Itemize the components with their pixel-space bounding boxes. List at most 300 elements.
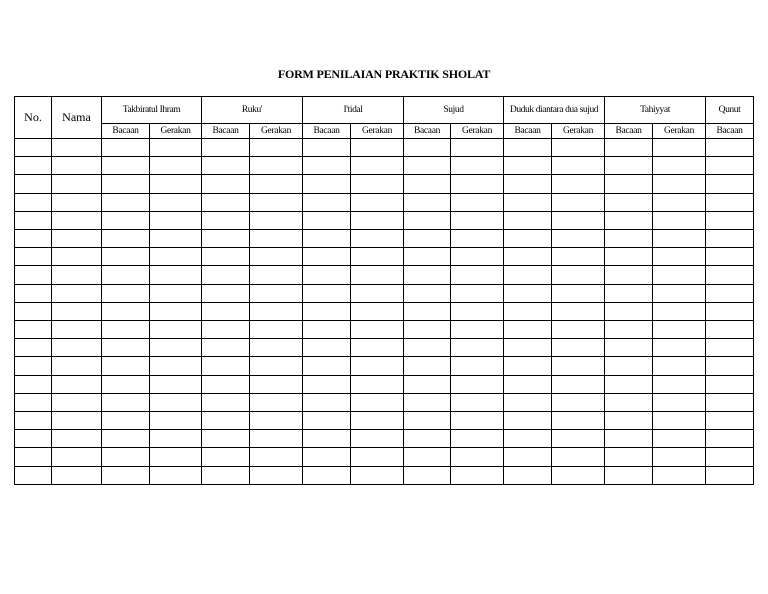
table-row [15, 412, 754, 430]
table-cell [706, 302, 754, 320]
table-cell [451, 339, 504, 357]
table-row [15, 302, 754, 320]
table-cell [605, 466, 653, 484]
table-cell [303, 357, 351, 375]
table-cell [250, 339, 303, 357]
table-cell [653, 284, 706, 302]
table-row [15, 357, 754, 375]
table-cell [504, 393, 552, 411]
table-cell [52, 430, 102, 448]
table-cell [706, 175, 754, 193]
table-cell [351, 357, 404, 375]
table-cell [202, 393, 250, 411]
table-cell [706, 466, 754, 484]
table-cell [653, 157, 706, 175]
table-cell [102, 193, 150, 211]
table-cell [504, 139, 552, 157]
table-cell [706, 448, 754, 466]
header-group-sujud: Sujud [404, 97, 504, 124]
table-cell [202, 339, 250, 357]
table-cell [706, 193, 754, 211]
subheader-gerakan: Gerakan [451, 124, 504, 139]
header-row-subcolumns [15, 124, 754, 139]
table-cell [52, 230, 102, 248]
table-cell [653, 393, 706, 411]
table-cell [15, 375, 52, 393]
header-row-groups [15, 97, 754, 124]
table-cell [250, 211, 303, 229]
table-cell [706, 412, 754, 430]
table-cell [351, 211, 404, 229]
table-cell [504, 302, 552, 320]
table-cell [15, 339, 52, 357]
table-cell [250, 157, 303, 175]
table-cell [102, 284, 150, 302]
subheader-bacaan: Bacaan [102, 124, 150, 139]
table-cell [351, 248, 404, 266]
table-cell [52, 412, 102, 430]
table-cell [102, 412, 150, 430]
header-no: No. [15, 97, 52, 139]
table-cell [150, 375, 202, 393]
table-cell [706, 339, 754, 357]
table-cell [15, 175, 52, 193]
table-cell [150, 157, 202, 175]
table-cell [250, 302, 303, 320]
table-cell [351, 321, 404, 339]
table-cell [605, 230, 653, 248]
table-cell [706, 266, 754, 284]
table-cell [451, 266, 504, 284]
table-cell [404, 175, 451, 193]
table-cell [250, 139, 303, 157]
table-cell [451, 157, 504, 175]
table-row [15, 211, 754, 229]
table-cell [504, 175, 552, 193]
table-cell [552, 321, 605, 339]
table-cell [605, 302, 653, 320]
table-cell [150, 193, 202, 211]
table-cell [605, 157, 653, 175]
table-cell [653, 321, 706, 339]
table-cell [52, 266, 102, 284]
table-cell [552, 193, 605, 211]
table-cell [504, 248, 552, 266]
table-cell [351, 466, 404, 484]
table-cell [150, 139, 202, 157]
header-group-duduk-diantara-dua-sujud: Duduk diantara dua sujud [504, 97, 605, 124]
table-cell [706, 321, 754, 339]
table-cell [404, 230, 451, 248]
table-cell [504, 193, 552, 211]
table-cell [102, 302, 150, 320]
table-cell [303, 448, 351, 466]
table-cell [52, 375, 102, 393]
table-row [15, 266, 754, 284]
table-cell [404, 266, 451, 284]
table-cell [451, 302, 504, 320]
table-cell [15, 302, 52, 320]
table-cell [202, 230, 250, 248]
table-cell [15, 357, 52, 375]
table-cell [605, 175, 653, 193]
subheader-bacaan: Bacaan [202, 124, 250, 139]
table-cell [404, 393, 451, 411]
table-cell [706, 357, 754, 375]
table-cell [552, 139, 605, 157]
table-cell [52, 211, 102, 229]
table-cell [202, 448, 250, 466]
table-cell [706, 157, 754, 175]
table-cell [605, 139, 653, 157]
table-cell [303, 302, 351, 320]
table-cell [552, 266, 605, 284]
table-cell [605, 248, 653, 266]
table-cell [451, 175, 504, 193]
table-cell [404, 412, 451, 430]
table-cell [202, 266, 250, 284]
table-cell [102, 357, 150, 375]
table-cell [351, 139, 404, 157]
table-cell [303, 430, 351, 448]
table-cell [404, 157, 451, 175]
table-cell [605, 430, 653, 448]
table-cell [552, 448, 605, 466]
table-cell [102, 339, 150, 357]
table-cell [552, 357, 605, 375]
table-cell [52, 448, 102, 466]
table-cell [52, 139, 102, 157]
table-cell [250, 375, 303, 393]
table-cell [451, 193, 504, 211]
table-cell [150, 321, 202, 339]
table-cell [404, 357, 451, 375]
table-cell [250, 430, 303, 448]
table-cell [653, 375, 706, 393]
table-cell [202, 284, 250, 302]
table-cell [52, 393, 102, 411]
table-cell [250, 448, 303, 466]
table-cell [102, 211, 150, 229]
table-cell [52, 157, 102, 175]
table-cell [653, 302, 706, 320]
table-body [15, 139, 754, 485]
table-cell [653, 430, 706, 448]
table-cell [552, 466, 605, 484]
table-cell [605, 321, 653, 339]
table-cell [653, 266, 706, 284]
table-cell [451, 393, 504, 411]
table-cell [552, 284, 605, 302]
table-cell [250, 248, 303, 266]
table-cell [706, 393, 754, 411]
table-cell [605, 284, 653, 302]
table-cell [150, 466, 202, 484]
table-cell [552, 302, 605, 320]
table-cell [303, 193, 351, 211]
table-row [15, 321, 754, 339]
table-cell [653, 193, 706, 211]
header-group-qunut: Qunut [706, 97, 754, 124]
table-cell [15, 284, 52, 302]
table-cell [706, 139, 754, 157]
table-cell [250, 466, 303, 484]
table-cell [102, 266, 150, 284]
table-cell [351, 375, 404, 393]
table-cell [150, 211, 202, 229]
table-cell [102, 375, 150, 393]
table-cell [102, 175, 150, 193]
table-cell [653, 357, 706, 375]
subheader-gerakan: Gerakan [552, 124, 605, 139]
table-cell [504, 357, 552, 375]
table-cell [250, 230, 303, 248]
table-cell [202, 412, 250, 430]
table-cell [706, 248, 754, 266]
table-cell [102, 430, 150, 448]
table-cell [15, 393, 52, 411]
table-cell [52, 175, 102, 193]
table-cell [15, 248, 52, 266]
table-cell [451, 321, 504, 339]
table-cell [15, 139, 52, 157]
table-cell [303, 393, 351, 411]
table-cell [404, 193, 451, 211]
table-cell [102, 321, 150, 339]
header-group-itidal: I'tidal [303, 97, 404, 124]
table-cell [52, 357, 102, 375]
table-cell [451, 375, 504, 393]
table-cell [404, 375, 451, 393]
table-cell [504, 230, 552, 248]
table-cell [250, 193, 303, 211]
table-cell [150, 175, 202, 193]
table-cell [552, 375, 605, 393]
subheader-bacaan: Bacaan [605, 124, 653, 139]
table-cell [504, 211, 552, 229]
table-cell [404, 339, 451, 357]
table-cell [351, 266, 404, 284]
table-cell [52, 339, 102, 357]
table-cell [605, 266, 653, 284]
table-cell [102, 157, 150, 175]
table-cell [706, 284, 754, 302]
table-cell [303, 466, 351, 484]
table-cell [52, 248, 102, 266]
table-cell [504, 412, 552, 430]
table-cell [15, 193, 52, 211]
header-nama: Nama [52, 97, 102, 139]
subheader-bacaan: Bacaan [504, 124, 552, 139]
table-cell [15, 430, 52, 448]
table-cell [351, 193, 404, 211]
table-cell [504, 430, 552, 448]
table-cell [351, 302, 404, 320]
table-cell [202, 175, 250, 193]
table-cell [552, 230, 605, 248]
table-cell [504, 284, 552, 302]
table-cell [706, 230, 754, 248]
table-cell [451, 430, 504, 448]
table-cell [605, 339, 653, 357]
table-cell [202, 357, 250, 375]
table-cell [351, 430, 404, 448]
table-cell [451, 139, 504, 157]
subheader-gerakan: Gerakan [250, 124, 303, 139]
table-cell [552, 175, 605, 193]
table-cell [150, 248, 202, 266]
table-cell [150, 393, 202, 411]
table-cell [451, 466, 504, 484]
table-cell [250, 412, 303, 430]
table-cell [150, 284, 202, 302]
table-row [15, 393, 754, 411]
table-cell [451, 211, 504, 229]
table-cell [303, 266, 351, 284]
table-cell [303, 139, 351, 157]
table-cell [605, 375, 653, 393]
table-cell [404, 466, 451, 484]
table-cell [202, 430, 250, 448]
table-cell [706, 211, 754, 229]
table-cell [303, 321, 351, 339]
table-cell [404, 284, 451, 302]
table-cell [303, 284, 351, 302]
table-cell [504, 466, 552, 484]
table-cell [150, 230, 202, 248]
table-cell [15, 448, 52, 466]
table-cell [504, 339, 552, 357]
table-cell [653, 466, 706, 484]
subheader-bacaan: Bacaan [303, 124, 351, 139]
table-cell [605, 448, 653, 466]
table-cell [150, 448, 202, 466]
table-cell [404, 321, 451, 339]
table-cell [552, 211, 605, 229]
table-cell [653, 248, 706, 266]
table-cell [250, 175, 303, 193]
table-cell [653, 448, 706, 466]
table-cell [552, 339, 605, 357]
header-group-tahiyyat: Tahiyyat [605, 97, 706, 124]
table-cell [605, 193, 653, 211]
table-cell [706, 430, 754, 448]
table-cell [653, 211, 706, 229]
table-cell [150, 266, 202, 284]
header-group-takbiratul-ihram: Takbiratul Ihram [102, 97, 202, 124]
table-cell [552, 430, 605, 448]
table-cell [102, 230, 150, 248]
table-row [15, 230, 754, 248]
table-cell [102, 139, 150, 157]
table-cell [102, 448, 150, 466]
table-cell [404, 430, 451, 448]
table-cell [150, 430, 202, 448]
table-row [15, 193, 754, 211]
table-cell [150, 339, 202, 357]
table-cell [303, 375, 351, 393]
table-row [15, 157, 754, 175]
table-cell [102, 466, 150, 484]
table-cell [250, 321, 303, 339]
table-cell [250, 266, 303, 284]
table-cell [653, 412, 706, 430]
table-cell [102, 393, 150, 411]
table-cell [202, 157, 250, 175]
table-cell [202, 321, 250, 339]
table-cell [552, 248, 605, 266]
table-cell [552, 157, 605, 175]
subheader-gerakan: Gerakan [653, 124, 706, 139]
table-cell [653, 139, 706, 157]
table-cell [451, 248, 504, 266]
table-cell [303, 248, 351, 266]
table-cell [351, 393, 404, 411]
form-title: FORM PENILAIAN PRAKTIK SHOLAT [277, 67, 491, 81]
table-cell [404, 211, 451, 229]
table-cell [552, 412, 605, 430]
table-cell [504, 157, 552, 175]
subheader-gerakan: Gerakan [150, 124, 202, 139]
table-row [15, 430, 754, 448]
assessment-table [14, 96, 754, 485]
table-cell [202, 302, 250, 320]
table-cell [351, 448, 404, 466]
subheader-bacaan: Bacaan [404, 124, 451, 139]
table-cell [52, 321, 102, 339]
table-cell [451, 357, 504, 375]
table-cell [404, 448, 451, 466]
table-cell [605, 211, 653, 229]
table-cell [52, 284, 102, 302]
table-cell [351, 157, 404, 175]
table-cell [250, 357, 303, 375]
table-cell [653, 230, 706, 248]
table-cell [504, 321, 552, 339]
table-cell [351, 175, 404, 193]
table-cell [202, 211, 250, 229]
table-cell [52, 193, 102, 211]
table-cell [351, 284, 404, 302]
table-cell [15, 412, 52, 430]
subheader-gerakan: Gerakan [351, 124, 404, 139]
table-cell [250, 393, 303, 411]
table-cell [504, 375, 552, 393]
table-cell [404, 248, 451, 266]
table-cell [15, 157, 52, 175]
table-cell [706, 375, 754, 393]
table-cell [202, 248, 250, 266]
table-cell [451, 284, 504, 302]
table-row [15, 339, 754, 357]
table-cell [303, 175, 351, 193]
table-cell [504, 448, 552, 466]
table-cell [504, 266, 552, 284]
table-cell [15, 230, 52, 248]
table-cell [202, 375, 250, 393]
table-cell [202, 193, 250, 211]
table-cell [202, 466, 250, 484]
table-row [15, 466, 754, 484]
table-row [15, 139, 754, 157]
table-cell [303, 211, 351, 229]
table-cell [303, 157, 351, 175]
table-row [15, 448, 754, 466]
table-cell [250, 284, 303, 302]
table-cell [351, 339, 404, 357]
table-cell [52, 302, 102, 320]
table-row [15, 375, 754, 393]
